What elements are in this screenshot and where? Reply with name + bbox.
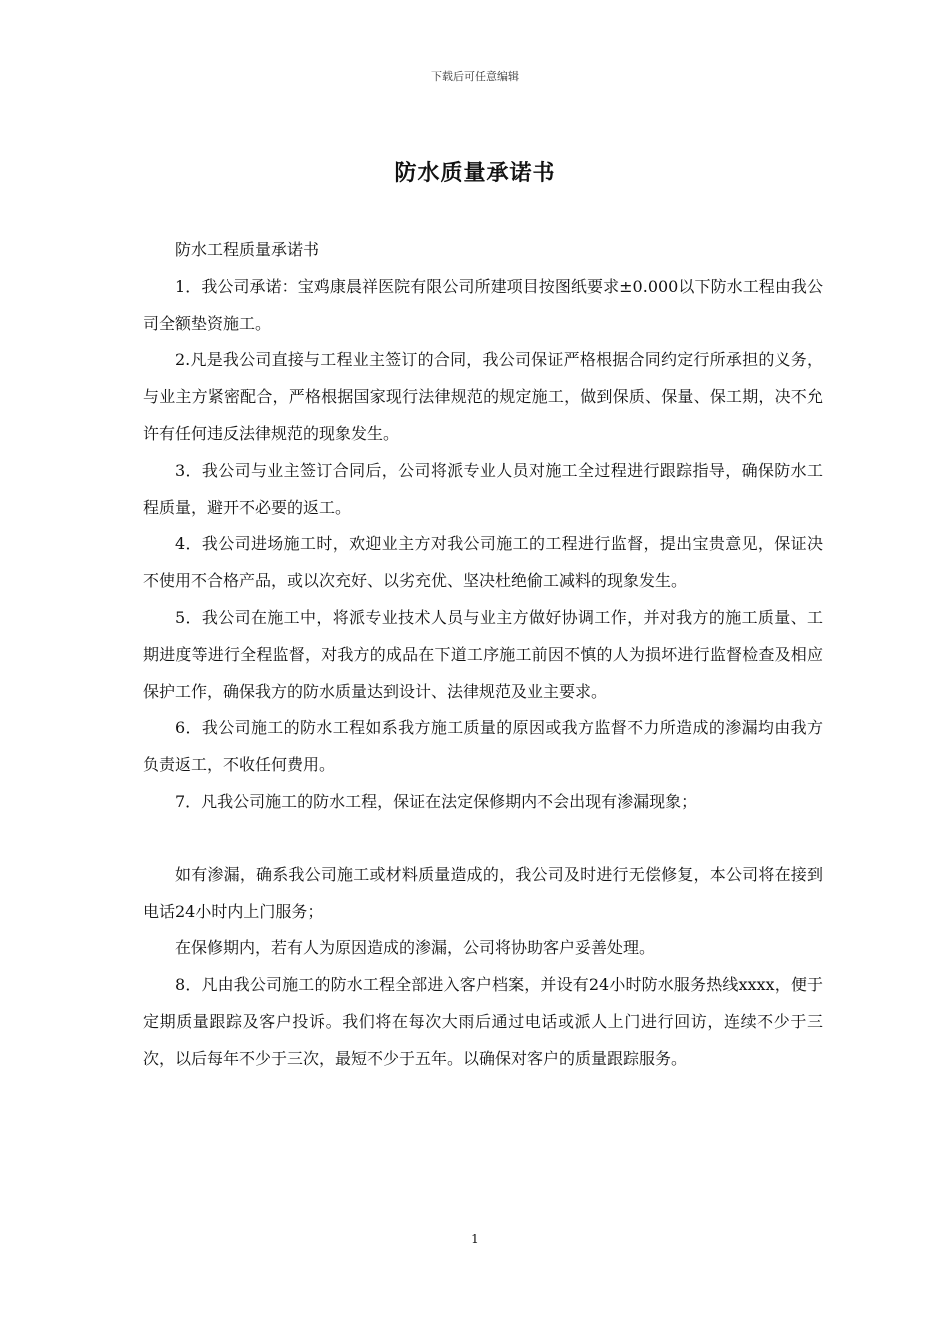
clause-7-continued: 如有渗漏，确系我公司施工或材料质量造成的，我公司及时进行无偿修复，本公司将在接到电话24小时内上门服务；	[143, 864, 823, 921]
page-number: 1	[471, 1232, 479, 1246]
clause-7-note: 在保修期内，若有人为原因造成的渗漏，公司将协助客户妥善处理。	[175, 938, 656, 958]
document-title: 防水质量承诺书	[394, 160, 556, 186]
clause-1: 1．我公司承诺：宝鸡康晨祥医院有限公司所建项目按图纸要求±0.000以下防水工程由我公司全额垫资施工。	[143, 276, 823, 333]
document-body	[143, 232, 823, 1078]
blank-gap	[143, 821, 823, 857]
clause-7: 7．凡我公司施工的防水工程，保证在法定保修期内不会出现有渗漏现象；	[175, 791, 698, 811]
clause-2: 2.凡是我公司直接与工程业主签订的合同，我公司保证严格根据合同约定行所承担的义务，与业主方紧密配合，严格根据国家现行法律规范的规定施工，做到保质、保量、保工期，决不允许有任何违反法律规范的现象发生。	[143, 350, 823, 443]
subtitle-paragraph: 防水工程质量承诺书	[175, 240, 320, 259]
clause-4: 4．我公司进场施工时，欢迎业主方对我公司施工的工程进行监督，提出宝贵意见，保证决不使用不合格产品，或以次充好、以劣充优、坚决杜绝偷工减料的现象发生。	[143, 534, 823, 591]
clause-5: 5．我公司在施工中，将派专业技术人员与业主方做好协调工作，并对我方的施工质量、工期进度等进行全程监督，对我方的成品在下道工序施工前因不慎的人为损坏进行监督检查及相应保护工作，确保我方的防水质量达到设计、法律规范及业主要求。	[143, 607, 823, 701]
clause-3: 3．我公司与业主签订合同后，公司将派专业人员对施工全过程进行跟踪指导，确保防水工程质量，避开不必要的返工。	[143, 460, 823, 517]
clause-6: 6．我公司施工的防水工程如系我方施工质量的原因或我方监督不力所造成的渗漏均由我方负责返工，不收任何费用。	[143, 718, 823, 775]
clause-8: 8．凡由我公司施工的防水工程全部进入客户档案，并设有24小时防水服务热线xxxx，便于定期质量跟踪及客户投诉。我们将在每次大雨后通过电话或派人上门进行回访，连续不少于三次，以后每年不少于三次，最短不少于五年。以确保对客户的质量跟踪服务。	[143, 975, 823, 1068]
page-header: 下载后可任意编辑	[431, 70, 519, 83]
